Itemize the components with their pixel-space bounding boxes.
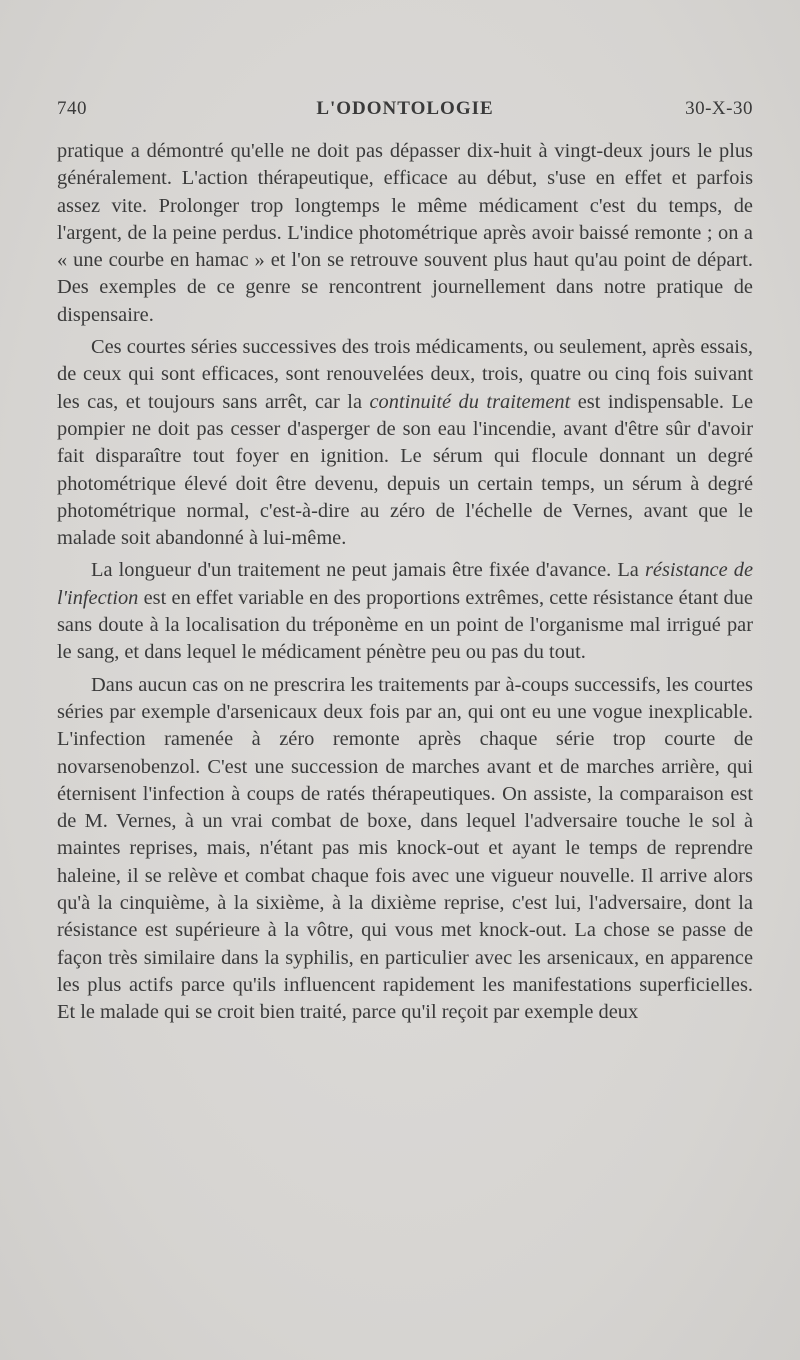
body-text [57, 138, 753, 1027]
paragraph-2 [57, 334, 753, 552]
page-number: 740 [57, 98, 87, 119]
paragraph-2-emphasis: continuité du traitement [369, 390, 571, 413]
paragraph-3-emphasis: résistance de l'infection [57, 559, 753, 609]
paragraph-4-text: Dans aucun cas on ne prescrira les traitements par à-coups successifs, les courtes séries par exemple d'arsenicaux deux fois par an, qui ont eu une vogue inexplicable. L'infection ramenée à zéro remonte après chaque série trop courte de novarsenobenzol. C'est une succession de marches avant et de marches arrière, qui éternisent l'infection à coups de ratés thérapeutiques. On assiste, la comparaison est de M. Vernes, à un vrai combat de boxe, dans lequel l'adversaire touche le sol à maintes reprises, mais, n'étant pas mis knock-out et ayant le temps de reprendre haleine, il se relève et combat chaque fois avec une vigueur nouvelle. Il arrive alors qu'à la cinquième, à la sixième, à la dixième reprise, c'est lui, l'adversaire, dont la résistance est supérieure à la vôtre, qui vous met knock-out. La chose se passe de façon très similaire dans la syphilis, en particulier avec les arsenicaux, en apparence les plus actifs parce qu'ils influencent rapidement les manifestations superficielles. Et le malade qui se croit bien traité, parce qu'il reçoit par exemple deux [57, 673, 753, 1024]
paragraph-2-text-before: Ces courtes séries successives des trois médicaments, ou seulement, après essais, de ceux qui sont efficaces, sont renouvelées deux, trois, quatre ou cinq fois suivant les cas, et toujours sans arrêt, car la [57, 336, 753, 413]
paragraph-3-text-before: La longueur d'un traitement ne peut jamais être fixée d'avance. La [91, 559, 645, 582]
issue-date: 30-X-30 [685, 98, 753, 119]
paragraph-3-text-after: est en effet variable en des proportions extrêmes, cette résistance étant due sans doute à la localisation du tréponème en un point de l'organisme mal irrigué par le sang, et dans lequel le médicament pénètre peu ou pas du tout. [57, 586, 753, 664]
paragraph-1 [57, 138, 753, 329]
paragraph-1-text: pratique a démontré qu'elle ne doit pas dépasser dix-huit à vingt-deux jours le plus généralement. L'action thérapeutique, efficace au début, s'use en effet et parfois assez vite. Prolonger trop longtemps le même médicament c'est du temps, de l'argent, de la peine perdus. L'indice photométrique après avoir baissé remonte ; on a « une courbe en hamac » et l'on se retrouve souvent plus haut qu'au point de départ. Des exemples de ce genre se rencontrent journellement dans notre pratique de dispensaire. [57, 140, 753, 326]
journal-title: L'ODONTOLOGIE [316, 98, 494, 119]
paragraph-4 [57, 672, 753, 1027]
running-head [57, 98, 753, 128]
paragraph-3 [57, 557, 753, 666]
paragraph-2-text-after: est indispensable. Le pompier ne doit pas cesser d'asperger de son eau l'incendie, avant d'être sûr d'avoir fait disparaître tout foyer en ignition. Le sérum qui flocule donnant un degré photométrique élevé doit être devenu, depuis un certain temps, un sérum à degré photométrique normal, c'est-à-dire au zéro de l'échelle de Vernes, avant que le malade soit abandonné à lui-même. [57, 390, 753, 550]
